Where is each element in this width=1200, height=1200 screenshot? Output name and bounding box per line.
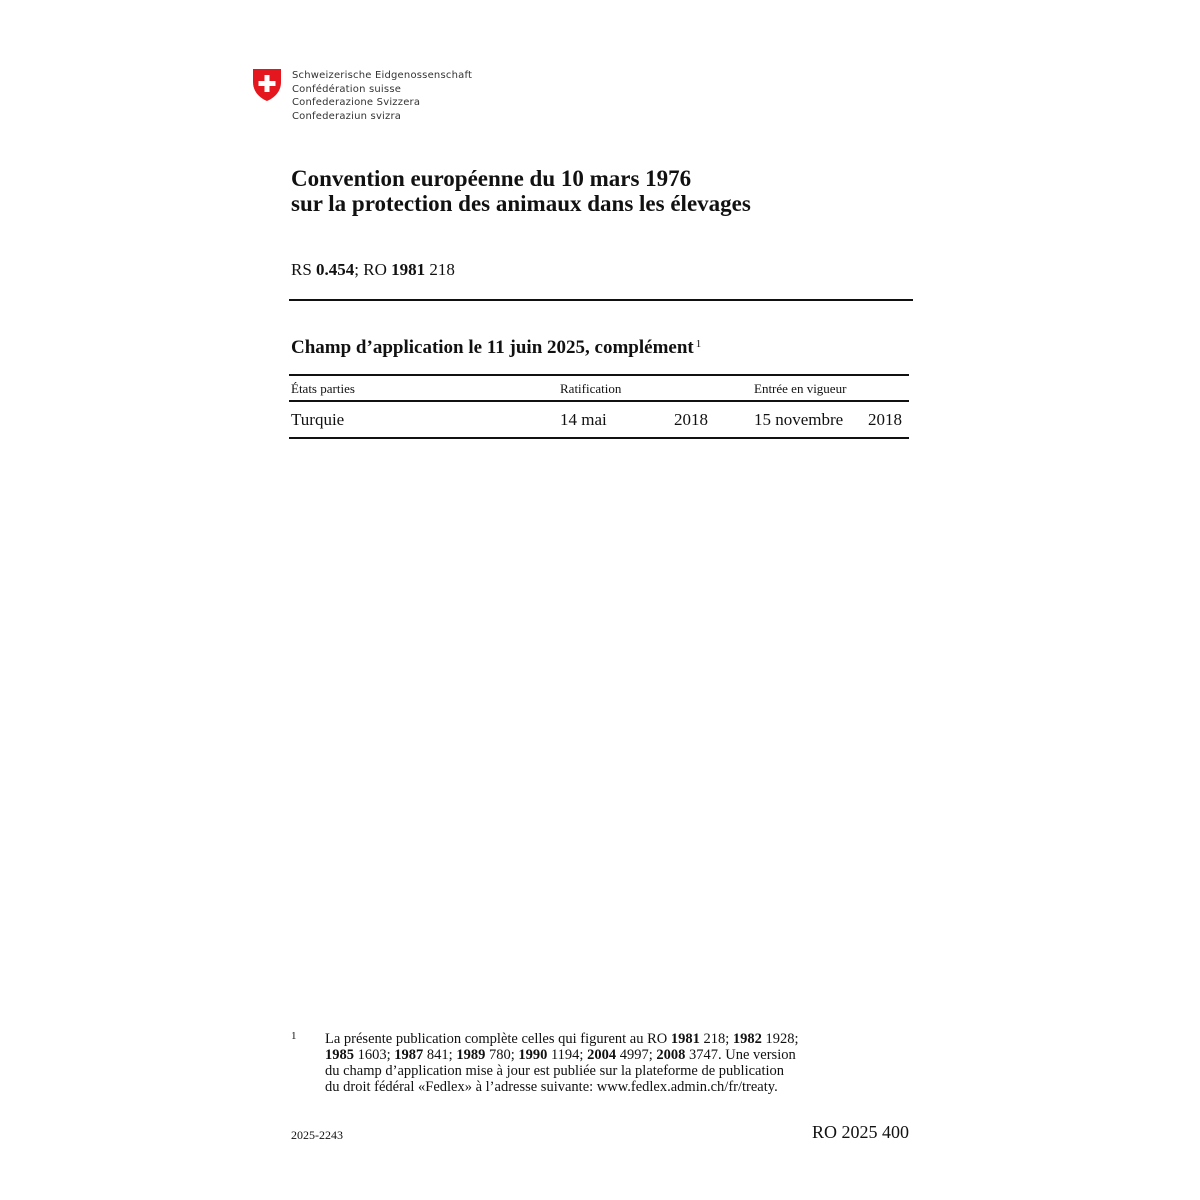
section-title-text: Champ d’application le 11 juin 2025, complément [291, 337, 694, 358]
footnote-segment: 1194; [547, 1047, 588, 1063]
footnote-line-2 [325, 1047, 865, 1063]
footnote-segment: 1985 [325, 1047, 354, 1063]
header-states: États parties [291, 381, 355, 396]
footnote-line-1 [325, 1031, 865, 1047]
footnote-segment: 1981 [670, 1031, 700, 1047]
document-id: 2025-2243 [291, 1128, 343, 1142]
footnote-line-4: du droit fédéral «Fedlex» à l’adresse suivante: www.fedlex.admin.ch/fr/treaty. [325, 1079, 778, 1095]
rs-number: 0.454 [316, 260, 355, 279]
document-title-line1: Convention européenne du 10 mars 1976 [291, 166, 692, 191]
parties-table [289, 374, 909, 440]
federation-name-it: Confederazione Svizzera [292, 97, 421, 108]
table-header-rule [289, 400, 909, 402]
document-title-line2: sur la protection des animaux dans les élevages [291, 191, 751, 216]
table-top-rule [289, 374, 909, 376]
table-bottom-rule [289, 437, 909, 439]
footnote-segment: 3747. Une version [685, 1047, 796, 1063]
footnote-segment: 1990 [518, 1047, 548, 1063]
federation-name-fr: Confédération suisse [292, 83, 402, 95]
document-title [291, 166, 751, 216]
cell-ratification-day: 14 mai [560, 410, 607, 429]
footnote-segment: 1989 [456, 1047, 486, 1063]
cell-state: Turquie [291, 410, 345, 429]
footnote-segment: 1603; [354, 1047, 395, 1063]
header-ratification: Ratification [560, 381, 622, 396]
rs-label: RS [291, 260, 317, 279]
footnote-segment: 841; [423, 1047, 457, 1063]
ro-page: 218 [425, 260, 455, 279]
section-title [291, 337, 701, 359]
footnote-segment: 1987 [394, 1047, 424, 1063]
footnote-mark: 1 [291, 1030, 297, 1042]
footnote-segment: 4997; [616, 1047, 657, 1063]
reference-line [291, 260, 455, 280]
footnote-segment: La présente publication complète celles qui figurent au RO [325, 1031, 671, 1047]
footnote-segment: 2004 [587, 1047, 617, 1063]
footnote-text [325, 1031, 865, 1095]
federation-names [292, 69, 472, 123]
ro-year: 1981 [391, 260, 426, 279]
footnote-segment: 2008 [656, 1047, 686, 1063]
footnote-segment: 780; [485, 1047, 519, 1063]
cell-entry-day: 15 novembre [754, 410, 844, 429]
swiss-cross-shield-icon [252, 68, 282, 102]
footnote-reference: 1 [695, 338, 702, 350]
ro-separator: ; RO [354, 260, 392, 279]
header-divider [289, 299, 913, 301]
cell-entry-year: 2018 [868, 410, 902, 429]
cell-ratification-year: 2018 [674, 410, 708, 429]
header-entry: Entrée en vigueur [754, 381, 847, 396]
footnote-segment: 218; [699, 1031, 733, 1047]
footnote-segment: 1928; [761, 1031, 799, 1047]
federation-name-de: Schweizerische Eidgenossenschaft [292, 70, 473, 81]
footnote-line-3: du champ d’application mise à jour est publiée sur la plateforme de publication [325, 1063, 785, 1079]
ro-number: RO 2025 400 [811, 1122, 909, 1142]
footnote-segment: 1982 [732, 1031, 762, 1047]
federation-name-rm: Confederaziun svizra [292, 110, 402, 122]
